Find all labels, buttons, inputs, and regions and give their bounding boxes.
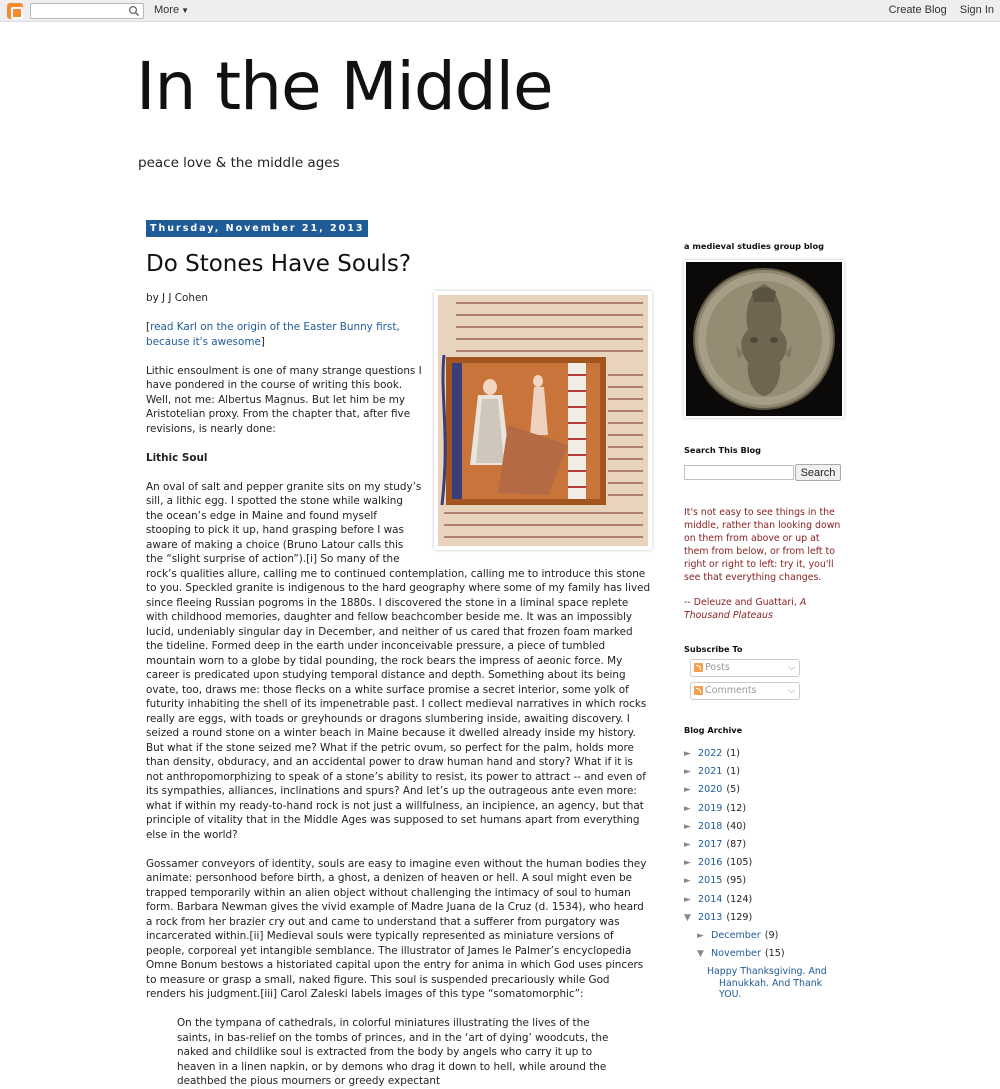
blog-search-input[interactable]	[684, 465, 794, 480]
archive-post-line1: Happy Thanksgiving. And	[707, 966, 827, 978]
expand-toggle-icon[interactable]: ►	[697, 931, 704, 942]
archive-year-link[interactable]: 2018	[698, 820, 723, 832]
archive-year-link[interactable]: 2015	[698, 875, 723, 887]
janus-coin-image[interactable]	[684, 260, 844, 418]
manuscript-illumination-image[interactable]	[434, 291, 652, 550]
archive-year-row	[684, 891, 844, 909]
feed-icon	[694, 686, 703, 695]
sign-in-link[interactable]: Sign In	[959, 4, 994, 16]
archive-month-link[interactable]: December	[711, 930, 761, 942]
janus-coin-illustration	[686, 262, 842, 416]
archive-year-row	[684, 800, 844, 818]
archive-year-row	[684, 909, 844, 927]
archive-post-link[interactable]	[707, 963, 844, 1001]
archive-count: (5)	[726, 784, 741, 796]
archive-year-link[interactable]: 2013	[698, 911, 723, 923]
archive-year-link[interactable]: 2017	[698, 839, 723, 851]
search-widget	[684, 445, 844, 481]
expand-toggle-icon[interactable]: ►	[684, 749, 691, 759]
archive-year-link[interactable]: 2020	[698, 784, 723, 796]
expand-toggle-icon[interactable]: ►	[684, 821, 691, 832]
main-column	[146, 216, 652, 1089]
search-icon[interactable]	[128, 5, 140, 17]
subscribe-posts-dropdown[interactable]	[690, 659, 800, 677]
post-subheading: Lithic Soul	[146, 451, 208, 464]
archive-month-link[interactable]: November	[711, 948, 761, 960]
feed-icon	[694, 663, 703, 672]
archive-year-row	[684, 836, 844, 854]
archive-year-row	[684, 763, 844, 781]
byline: by J J Cohen	[146, 292, 208, 304]
expand-toggle-icon[interactable]: ►	[684, 785, 691, 796]
manuscript-illustration	[438, 295, 648, 546]
karl-easter-bunny-link[interactable]: read Karl on the origin of the Easter Bunny first, because it's awesome	[146, 321, 400, 348]
quote-attr-prefix: -- Deleuze and Guattari,	[684, 597, 800, 608]
archive-year-row	[684, 745, 844, 763]
collapse-toggle-icon[interactable]: ▼	[697, 949, 704, 960]
caret-down-icon: ▼	[181, 6, 189, 15]
archive-post-line2: Hanukkah. And Thank YOU.	[719, 977, 823, 1001]
link-close-bracket: ]	[260, 335, 265, 348]
blog-archive-widget	[684, 725, 844, 1001]
archive-month-row	[697, 927, 844, 945]
archive-count: (1)	[726, 766, 741, 778]
archive-title: Blog Archive	[684, 725, 743, 735]
search-button[interactable]: Search	[795, 464, 841, 481]
archive-year-link[interactable]: 2022	[698, 748, 723, 759]
archive-count: (124)	[726, 893, 753, 905]
expand-toggle-icon[interactable]: ►	[684, 803, 691, 814]
quote-attr-book: A Thousand Plateaus	[684, 597, 807, 621]
blogger-logo-icon[interactable]	[7, 3, 23, 19]
archive-count: (1)	[726, 748, 741, 759]
archive-count: (129)	[726, 911, 753, 923]
blog-title[interactable]: In the Middle	[136, 48, 553, 125]
post-title[interactable]: Do Stones Have Souls?	[146, 251, 412, 277]
group-blog-title: a medieval studies group blog	[684, 241, 824, 251]
blog-description: peace love & the middle ages	[138, 155, 340, 171]
expand-toggle-icon[interactable]: ►	[684, 876, 691, 887]
archive-count: (105)	[726, 857, 753, 869]
chevron-down-icon: ⌵	[788, 686, 795, 696]
chevron-down-icon: ⌵	[788, 663, 795, 673]
search-row	[684, 464, 844, 481]
archive-count: (87)	[726, 839, 747, 851]
archive-count: (9)	[764, 930, 779, 942]
subscribe-comments-dropdown[interactable]	[690, 682, 800, 700]
expand-toggle-icon[interactable]: ►	[684, 894, 691, 905]
archive-list	[684, 745, 844, 1001]
collapse-toggle-icon[interactable]: ▼	[684, 912, 691, 923]
post-blockquote: On the tympana of cathedrals, in colorful miniatures illustrating the lives of the saints, in bas-relief on the tombs of princes, and in the ‘art of dying’ woodcuts, the naked and childlike soul is extracted from the body by angels who carry it up to heaven in a linen napkin, or by demons who drag it down to hell, while around the deathbed the pious mourners or greedy expectant	[177, 1017, 609, 1087]
subscribe-comments-label: Comments	[705, 685, 757, 696]
archive-year-row	[684, 818, 844, 836]
link-open-bracket: [	[146, 321, 151, 333]
sidebar	[684, 241, 844, 1001]
post-paragraph-intro: Lithic ensoulment is one of many strange questions I have pondered in the course of writing this book. Well, not me: Albertus Magnus. But let him be my Aristotelian proxy. From the chapter that, after five revisions, is nearly done:	[146, 364, 422, 435]
post-paragraph-souls: Gossamer conveyors of identity, souls are easy to imagine even without the human bodies they animate: personhood before birth, a ghost, a denizen of heaven or hell. A soul might even be trapped temporarily within an alien object without challenging the intimacy of soul to human form. Barbara Newman gives the vivid example of Madre Juana de la Cruz (d. 1534), who heard a rock from her brazier cry out and came to understand that a sufferer from purgatory was incarcerated within.[ii] Medieval souls were typically represented as miniature versions of people, corporeal yet intangible semblance. The illustrator of James le Palmer’s encyclopedia Omne Bonum bestows a historiated capital upon the entry for anima in which God uses pincers to measure or grasp a small, naked figure. This soul is suspended precariously while God renders his judgment.[iii] Carol Zaleski labels images of this type “somatomorphic”:	[146, 857, 647, 1000]
sidebar-quote: It's not easy to see things in the middle, rather than looking down on them from above or up at them from below, or from left to right or right to left: try it, you'll see that everything changes.	[684, 507, 841, 583]
archive-count: (12)	[726, 802, 747, 814]
archive-count: (40)	[726, 820, 747, 832]
archive-year-row	[684, 872, 844, 890]
search-widget-title: Search This Blog	[684, 445, 762, 455]
subscribe-posts-label: Posts	[705, 662, 730, 673]
subscribe-title: Subscribe To	[684, 644, 743, 654]
archive-year-link[interactable]: 2021	[698, 766, 723, 778]
navbar-search	[30, 3, 144, 19]
navbar-search-input[interactable]	[31, 10, 127, 24]
navbar-right	[879, 4, 994, 16]
archive-count: (95)	[726, 875, 747, 887]
post-date-header: Thursday, November 21, 2013	[146, 220, 368, 237]
expand-toggle-icon[interactable]: ►	[684, 767, 691, 778]
archive-year-row	[684, 854, 844, 872]
archive-year-link[interactable]: 2019	[698, 802, 723, 814]
archive-year-link[interactable]: 2014	[698, 893, 723, 905]
subscribe-widget	[684, 644, 844, 700]
sidebar-quote-attribution	[684, 597, 844, 622]
post-paragraph-granite: An oval of salt and pepper granite sits on my study’s sill, a lithic egg. I spotted the stone while walking the ocean’s edge in Maine and found myself stooping to pick it up, hand grasping before I was aware of making a choice (Bruno Latour calls this the “slight surprise of action”).[i] So many of the rock’s qualities allure, calling me to continued contemplation, calling me to introduce this stone to you. Speckled granite is indigenous to the hard geography where some of my family has lived since fleeing Russian pogroms in the 1880s. I discovered the stone in a liminal space replete with childhood memories, daughter and fellow beachcomber beside me. It was an impossibly lucid, undeniably singular day in December, and neither of us cared that frozen foam marked the tideline. Formed deep in the earth under inconceivable pressure, a piece of tumbled mountain worn to a globe by tidal pounding, the rock bears the impress of aeonic force. My career is predicated upon studying temporal distance and depth. Something about its being ovate, too, draws me: those flecks on a white surface promise a secret interior, some yolk of futurity inhabiting the shell of its impenetrable past. I collect medieval narratives in which rocks really are eggs, with toads or greyhounds or dragons slumbering inside, awaiting discovery. I seized a round stone on a winter beach in Maine because it dwelled already inside my history. But what if the stone seized me? What if the petric ovum, so perfect for the palm, holds more than density, obduracy, and an accidental power to draw human hand and story? What if it is not anthropomorphizing to speak of a stone’s ability to resist, its power to attract -- and even of its sympathies, alliances, inclinations and spurs? And let’s up the outrageous ante even more: what if within my ready-to-hand rock is not just a willfulness, an incipience, an agency, but that principle of vitality that in the Middle Ages was supposed to set humans apart from everything else in the world?	[146, 480, 651, 841]
more-label: More	[154, 4, 180, 16]
create-blog-link[interactable]: Create Blog	[888, 4, 947, 16]
archive-year-link[interactable]: 2016	[698, 857, 723, 869]
post-body	[146, 291, 652, 1089]
expand-toggle-icon[interactable]: ►	[684, 840, 691, 851]
navbar	[0, 0, 1000, 22]
expand-toggle-icon[interactable]: ►	[684, 858, 691, 869]
archive-year-row	[684, 781, 844, 799]
archive-count: (15)	[764, 948, 785, 960]
more-menu-button[interactable]	[154, 4, 189, 16]
archive-month-row	[697, 945, 844, 963]
